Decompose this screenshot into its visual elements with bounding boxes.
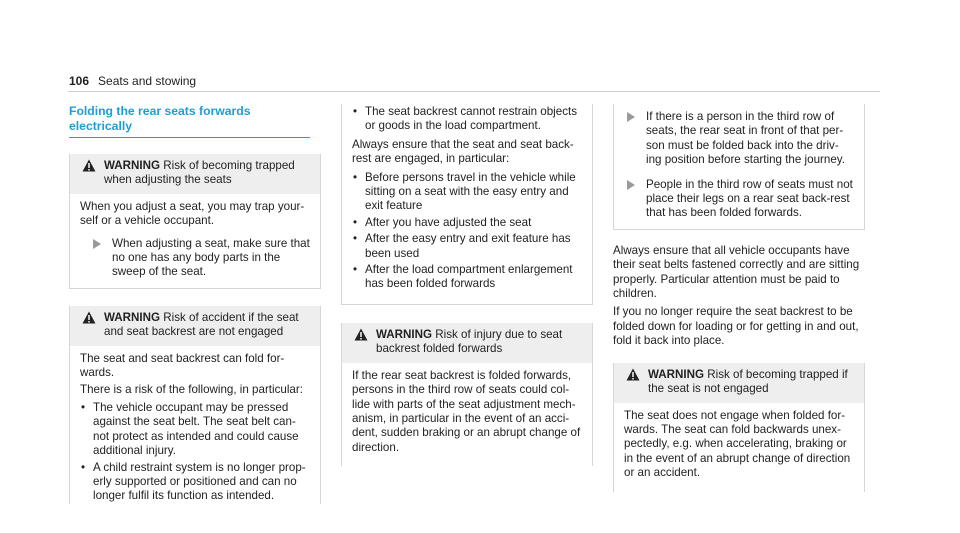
step-text: If there is a person in the third row of seats, the rear seat in front of that per-son must be folded back into the driv-ing position before starting the journey. <box>646 110 845 167</box>
paragraph: Always ensure that the seat and seat back-rest are engaged, in particular: <box>352 137 574 166</box>
warning-headline: Risk of injury due to seat backrest folded forwards <box>376 327 563 356</box>
warning-triangle-icon <box>82 159 96 172</box>
warning-header <box>614 363 864 403</box>
list-item: • A child restraint system is no longer prop-erly supported or positioned and can no longer fulfil its function as intended. <box>80 461 310 504</box>
section-name: Seats and stowing <box>98 74 197 88</box>
instruction-step <box>614 110 854 168</box>
warning-keyword: WARNING <box>104 159 161 172</box>
warning-text: When you adjust a seat, you may trap your-self or a vehicle occupant. <box>80 199 305 228</box>
warning-keyword: WARNING <box>648 367 705 381</box>
page-number: 106 <box>69 74 90 88</box>
warning-body <box>614 403 864 492</box>
warning-body <box>342 363 592 466</box>
step-arrow-icon <box>627 180 635 190</box>
column-3 <box>613 104 865 492</box>
warning-box-accident <box>69 306 321 504</box>
warning-headline: Risk of becoming trapped if the seat is not engaged <box>648 367 848 396</box>
list-item: • The vehicle occupant may be pressed against the seat belt. The seat belt can-not protect as intended and could cause additional injury. <box>80 401 310 459</box>
warning-text: The seat does not engage when folded for-wards. The seat can fold backwards unex-pectedly, e.g. when accelerating, braking or in the event of an abrupt change of direction or an accident. <box>624 408 851 480</box>
bullet-list <box>80 401 310 504</box>
section-title: Folding the rear seats forwards electrically <box>69 104 310 138</box>
warning-text: The seat and seat backrest can fold for-wards. <box>80 351 285 380</box>
warning-box-injury <box>341 323 593 466</box>
column-1 <box>69 104 321 506</box>
step-text: People in the third row of seats must not place their legs on a rear seat back-rest that has been folded forwards. <box>646 177 853 220</box>
warning-headline: Risk of becoming trapped when adjusting the seats <box>104 159 295 187</box>
step-arrow-icon <box>93 239 101 249</box>
list-item: • After you have adjusted the seat <box>352 216 582 230</box>
warning-header <box>70 154 320 194</box>
warning-body <box>70 194 320 288</box>
list-item: • After the load compartment enlargement has been folded forwards <box>352 263 582 292</box>
instruction-step <box>614 178 854 221</box>
header-divider <box>68 91 880 92</box>
warning-triangle-icon <box>354 328 368 341</box>
warning-text: There is a risk of the following, in particular: <box>80 383 303 397</box>
warning-box-not-engaged <box>613 363 865 492</box>
list-item: • The seat backrest cannot restrain objects or goods in the load compartment. <box>352 105 582 134</box>
paragraph: If you no longer require the seat backrest to be folded down for loading or for getting in and out, fold it back into place. <box>613 305 859 348</box>
warning-header <box>342 323 592 363</box>
step-arrow-icon <box>627 112 635 122</box>
list-item: • After the easy entry and exit feature has been used <box>352 232 582 261</box>
column-2 <box>341 104 593 466</box>
warning-keyword: WARNING <box>104 310 161 324</box>
instruction-step <box>80 237 310 280</box>
warning-keyword: WARNING <box>376 327 433 341</box>
warning-text: If the rear seat backrest is folded forwards, persons in the third row of seats could col-lide with parts of the seat adjustment mech-anism, in particular in the event of an acci-dent, sudden braking or an abrupt change of direction. <box>352 368 581 454</box>
page-header <box>69 74 196 88</box>
warning-header <box>70 306 320 346</box>
warning-triangle-icon <box>626 368 640 381</box>
warning-body <box>70 346 320 504</box>
bullet-list <box>352 105 582 134</box>
list-item: • Before persons travel in the vehicle while sitting on a seat with the easy entry and exit feature <box>352 171 582 214</box>
warning-headline: Risk of accident if the seat and seat backrest are not engaged <box>104 310 299 339</box>
warning-box-trapped <box>69 154 321 289</box>
paragraph: Always ensure that all vehicle occupants have their seat belts fastened correctly and are sitting properly. Particular attention must be paid to children. <box>613 243 860 301</box>
step-text: When adjusting a seat, make sure that no one has any body parts in the sweep of the seat. <box>112 236 310 279</box>
warning-triangle-icon <box>82 311 96 324</box>
warning-continued <box>341 104 593 305</box>
warning-continued <box>613 104 865 230</box>
bullet-list <box>352 171 582 292</box>
